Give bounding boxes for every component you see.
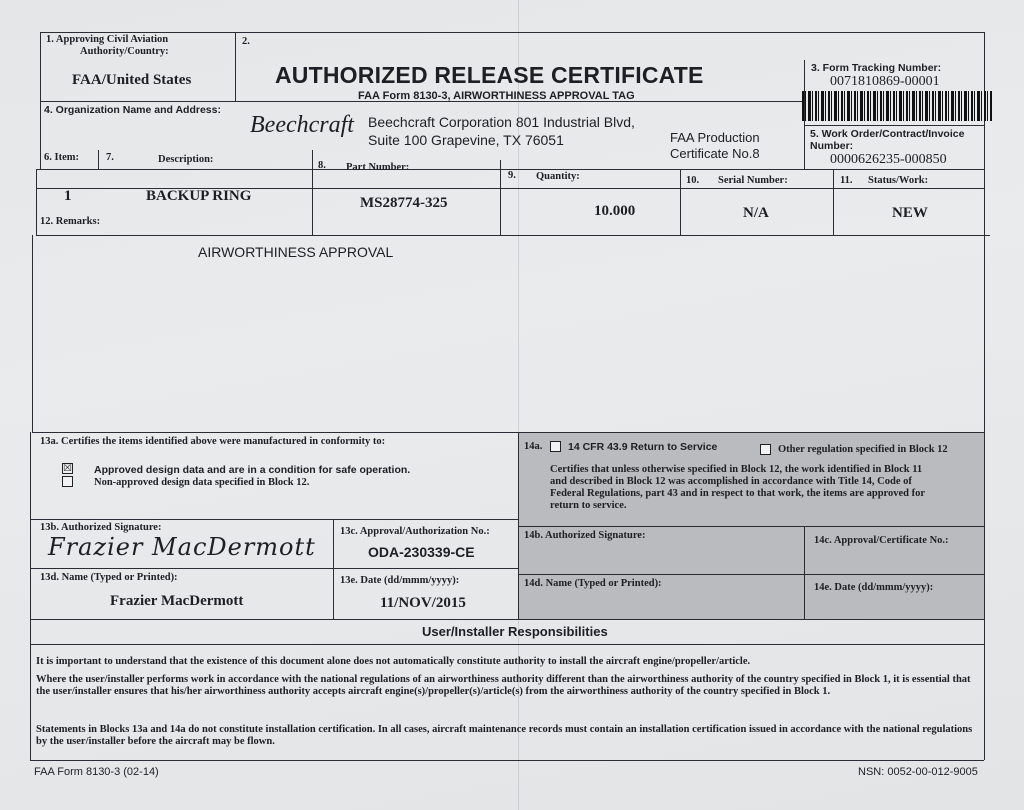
part-number-label: Part Number: — [346, 162, 410, 173]
responsibilities-paragraph-2: Where the user/installer performs work in accordance with the national regulations of an airworthiness authority different than the airworthiness authority of the country specified in Block 1, it is essential that the user/installer ensures that his/her airworthiness authority accepts aircraft engine(s)/propeller(s)/article(s) from the airworthiness authority of the country specified in Block 1. — [36, 674, 971, 697]
block-1-label-cont: Authority/Country: — [80, 46, 169, 57]
remarks-text: AIRWORTHINESS APPROVAL — [198, 244, 394, 260]
date-value: 11/NOV/2015 — [380, 595, 466, 611]
item-number: 1 — [64, 188, 72, 204]
organization-address-line1: Beechcraft Corporation 801 Industrial Blvd, — [368, 114, 635, 130]
block-14a-text-line1: Certifies that unless otherwise specified in Block 12, the work identified in Block 11 — [550, 464, 923, 475]
block-3-label: 3. Form Tracking Number: — [811, 62, 942, 74]
block-2-label: 2. — [242, 36, 250, 47]
block-14b-label: 14b. Authorized Signature: — [524, 530, 646, 541]
responsibilities-title: User/Installer Responsibilities — [422, 624, 608, 639]
quantity-value: 10.000 — [594, 203, 636, 219]
approval-authorization-number: ODA-230339-CE — [368, 544, 475, 560]
serial-number-label: Serial Number: — [718, 175, 788, 186]
block-1-label: 1. Approving Civil Aviation — [46, 34, 169, 45]
block-13a-label: 13a. Certifies the items identified above were manufactured in conformity to: — [40, 436, 386, 447]
return-to-service-text: 14 CFR 43.9 Return to Service — [568, 441, 718, 453]
approving-authority-value: FAA/United States — [72, 72, 192, 88]
block-5-label: 5. Work Order/Contract/Invoice — [810, 128, 965, 140]
part-number: MS28774-325 — [360, 195, 448, 211]
block-9-label: 9. — [508, 170, 516, 181]
tracking-barcode — [802, 91, 992, 121]
approved-design-checkbox[interactable]: ☒ — [63, 463, 72, 474]
status-work-label: Status/Work: — [868, 175, 929, 186]
non-approved-design-checkbox[interactable] — [62, 476, 73, 487]
beechcraft-logo: Beechcraft — [250, 112, 354, 138]
block-13b-label: 13b. Authorized Signature: — [40, 522, 162, 533]
block-5-label-cont: Number: — [810, 140, 854, 152]
serial-number-value: N/A — [743, 205, 769, 221]
return-to-service-checkbox[interactable] — [550, 441, 561, 452]
block-10-label: 10. — [686, 175, 700, 186]
block-14e-label: 14e. Date (dd/mmm/yyyy): — [814, 582, 934, 593]
responsibilities-paragraph-1: It is important to understand that the existence of this document alone does not automatically constitute authority to install the aircraft engine/propeller/article. — [36, 656, 751, 667]
production-cert-line2: Certificate No.8 — [670, 146, 760, 161]
other-regulation-text: Other regulation specified in Block 12 — [778, 444, 948, 455]
block-13e-label: 13e. Date (dd/mmm/yyyy): — [340, 575, 460, 586]
block-14a-text-line3: Federal Regulations, part 43 and in respect to that work, the items are approved for — [550, 488, 926, 499]
typed-name-value: Frazier MacDermott — [110, 593, 244, 609]
responsibilities-paragraph-3: Statements in Blocks 13a and 14a do not constitute installation certification. In all cases, aircraft maintenance records must contain an installation certification issued in accordance with the national regulations by the user/installer before the aircraft may be flown. — [36, 724, 973, 747]
block-8-label: 8. — [318, 160, 326, 171]
production-cert-line1: FAA Production — [670, 130, 760, 145]
non-approved-design-text: Non-approved design data specified in Block 12. — [94, 477, 310, 488]
status-value: NEW — [892, 205, 928, 221]
block-14a-text-line2: and described in Block 12 was accomplished in accordance with Title 14, Code of — [550, 476, 912, 487]
block-7-label: 7. — [106, 152, 114, 163]
description-label: Description: — [158, 154, 214, 165]
form-number-footer: FAA Form 8130-3 (02-14) — [34, 766, 159, 778]
block-14a-text-line4: return to service. — [550, 500, 627, 511]
approved-design-text: Approved design data and are in a condition for safe operation. — [94, 464, 411, 476]
block-6-label: 6. Item: — [44, 152, 79, 163]
other-regulation-checkbox[interactable] — [760, 444, 771, 455]
block-11-label: 11. — [840, 175, 853, 186]
work-order-number: 0000626235-000850 — [830, 152, 947, 167]
block-14c-label: 14c. Approval/Certificate No.: — [814, 535, 949, 546]
form-tracking-number: 0071810869-00001 — [830, 74, 940, 89]
block-12-label: 12. Remarks: — [40, 216, 101, 227]
organization-address-line2: Suite 100 Grapevine, TX 76051 — [368, 132, 564, 148]
block-14a-label: 14a. — [524, 441, 543, 452]
item-description: BACKUP RING — [146, 188, 252, 204]
authorized-signature: Frazier MacDermott — [48, 533, 316, 561]
block-4-label: 4. Organization Name and Address: — [44, 104, 221, 116]
form-subtitle: FAA Form 8130-3, AIRWORTHINESS APPROVAL TAG — [358, 90, 635, 102]
block-13c-label: 13c. Approval/Authorization No.: — [340, 526, 490, 537]
block-14d-label: 14d. Name (Typed or Printed): — [524, 578, 662, 589]
nsn-footer: NSN: 0052-00-012-9005 — [858, 766, 978, 778]
quantity-label: Quantity: — [536, 171, 580, 182]
form-title: AUTHORIZED RELEASE CERTIFICATE — [275, 62, 704, 88]
block-13d-label: 13d. Name (Typed or Printed): — [40, 572, 178, 583]
